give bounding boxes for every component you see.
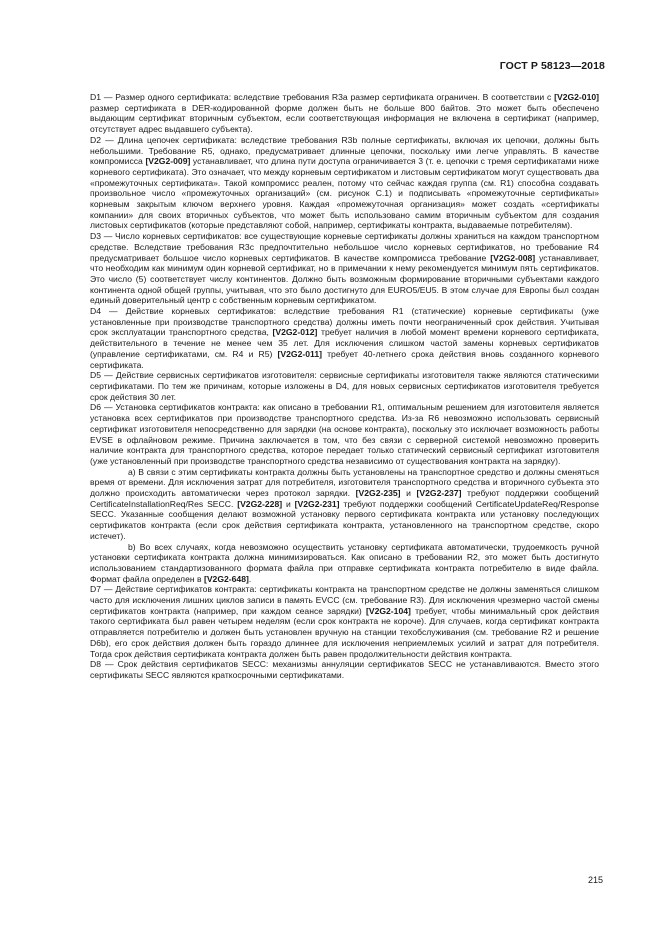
paragraph-d6-a: a) В связи с этим сертификаты контракта должны быть установлены на транспортное средство и должны сменяться время от времени. Для исключения затрат для потребителя, изготовителя транспортного средства и вторичного субъекта это должно происходить автоматически через протокол зарядки. [V2G2-235] и [V2G2-237] требуют поддержки сообщений CertificateInstallationReq/Res SECC. [V2G2-228] и [V2G2-231] требуют поддержки сообщений CertificateUpdateReq/Response SECC. Указанные сообщения делают возможной установку первого сертификата контракта или установку последующих сертификатов контракта (если срок действия сертификата контракта, установленного на транспортном средстве, скоро истечет).	[90, 466, 599, 541]
requirement-reference: [V2G2-012]	[272, 327, 318, 338]
paragraph-d5: D5 — Действие сервисных сертификатов изготовителя: сервисные сертификаты изготовителя также являются статическими сертификатами. По тем же причинам, которые изложены в D4, для новых сервисных сертификатов изготовителя требуется срок действия 30 лет.	[90, 370, 599, 402]
requirement-reference: [V2G2-009]	[145, 156, 191, 167]
document-body	[90, 92, 599, 681]
requirement-reference: [V2G2-010]	[554, 92, 599, 102]
requirement-reference: [V2G2-237]	[416, 488, 462, 499]
paragraph-d2: D2 — Длина цепочек сертификата: вследствие требования R3b полные сертификаты, включая их цепочки, должны быть небольшими. Требование R5, однако, предусматривает длинные цепочки, поскольку ими легче управлять. В качестве компромисса [V2G2-009] устанавливает, что длина пути доступа ограничивается 3 (т. е. цепочки с тремя сертификатами ниже корневого сертификата). Это означает, что между корневым сертификатом и листовым сертификатом могут существовать два «промежуточных сертификата». Такой компромисс реален, потому что сейчас каждая группа (см. R1) способна создавать произвольное число «промежуточных организаций» (см. рисунок С.1) и подписывать «промежуточные сертификаты» корневым закрытым ключом верхнего уровня. Каждая «промежуточная организация» может создать «сертификаты компании» для своих вторичных субъектов, что может быть использовано самим вторичным субъектом для создания листовых сертификатов (которые представляют собой, например, сертификаты контракта, выдаваемые потребителям).	[90, 134, 599, 231]
requirement-reference: [V2G2-648]	[203, 573, 249, 584]
document-standard-header: ГОСТ Р 58123—2018	[499, 60, 605, 72]
requirement-reference: [V2G2-231]	[294, 498, 340, 509]
paragraph-d7: D7 — Действие сертификатов контракта: сертификаты контракта на транспортном средстве не должны заменяться слишком часто для исключения лишних циклов записи в память EVCC (см. требование R3). Для исключения чрезмерно частой смены сертификатов контракта (например, при каждом сеансе зарядки) [V2G2-104] требует, чтобы минимальный срок действия такого сертификата был равен четырем неделям (если срок контракта не короче). Для случаев, когда сертификат контракта отправляется потребителю и должен быть установлен вручную на станции техобслуживания (см. требование R2 и решение D6b), его срок действия должен быть гораздо длиннее для исключения неприемлемых усилий и затрат для потребителя. Тогда срок действия сертификата контракта должен быть равен продолжительности действия контракта.	[90, 584, 599, 659]
paragraph-d6: D6 — Установка сертификатов контракта: как описано в требовании R1, оптимальным решением для изготовителя является установка всех сертификатов при производстве транспортного средства. Из-за R6 невозможно использовать сервисный сертификат изготовителя непосредственно для зарядки (на основе контракта), поскольку это исключает возможность работы EVSE в офлайновом режиме. Причина заключается в том, что без связи с серверной системой невозможно проверить наличие контракта для транспортного средства, которое передает только статический сервисный сертификат изготовителя (уже установленный при производстве транспортного средства независимо от существования контракта на зарядку).	[90, 402, 599, 466]
paragraph-d4: D4 — Действие корневых сертификатов: вследствие требования R1 (статические) корневые сертификаты (уже установленные при производстве транспортного средства) должны иметь почти неограниченный срок действия. Учитывая срок эксплуатации транспортного средства, [V2G2-012] требует наличия в любой момент времени корневого сертификата, действительного в течение не менее чем 35 лет. Для исключения слишком частой замены корневых сертификатов (управление сертификатами, см. R4 и R5) [V2G2-011] требует 40-летнего срока действия вновь созданного корневого сертификата.	[90, 306, 599, 370]
paragraph-d8: D8 — Срок действия сертификатов SECC: механизмы аннуляции сертификатов SECC не устанавливаются. Вместо этого сертификаты SECC являются краткосрочными сертификатами.	[90, 659, 599, 680]
paragraph-d3: D3 — Число корневых сертификатов: все существующие корневые сертификаты должны храниться на каждом транспортном средстве. Вследствие требования R3c предпочтительно небольшое число корневых сертификатов, но требование R4 предусматривает большое число корневых сертификатов. В качестве компромисса требование [V2G2-008] устанавливает, что необходим как минимум один корневой сертификат, но в примечании к нему рекомендуется минимум пять сертификатов. Это число (5) соответствует числу континентов. Должно быть возможным формирование вторичными субъектами каждого континента одной общей группы, учитывая, что это было достигнуто для EURO5/EU5. В этом случае для Европы был создан единый доверительный центр с собственным корневым сертификатом.	[90, 231, 600, 306]
requirement-reference: [V2G2-235]	[355, 488, 401, 499]
requirement-reference: [V2G2-228]	[237, 498, 283, 509]
paragraph-d6-b: b) Во всех случаях, когда невозможно осуществить установку сертификата автоматически, трудоемкость ручной установки сертификата контракта должна минимизироваться. Как описано в требовании R2, это может быть достигнуто использованием стандартизованного формата файла при отправке сертификата контракта потребителю в виде файла. Формат файла определен в [V2G2-648].	[90, 541, 599, 584]
requirement-reference: [V2G2-104]	[365, 605, 411, 616]
requirement-reference: [V2G2-008]	[490, 252, 536, 263]
paragraph-d1: D1 — Размер одного сертификата: вследствие требования R3a размер сертификата ограничен. В соответствии с [V2G2-010] размер сертификата в DER-кодированной форме должен быть не больше 800 байтов. Это может быть обеспечено выдающим сертификат вторичным субъектом, если соответствующая информация не включена в сертификат (например, отсутствует адрес выдавшего субъекта).	[90, 92, 599, 135]
page-number: 215	[587, 875, 603, 885]
requirement-reference: [V2G2-011]	[277, 348, 322, 359]
